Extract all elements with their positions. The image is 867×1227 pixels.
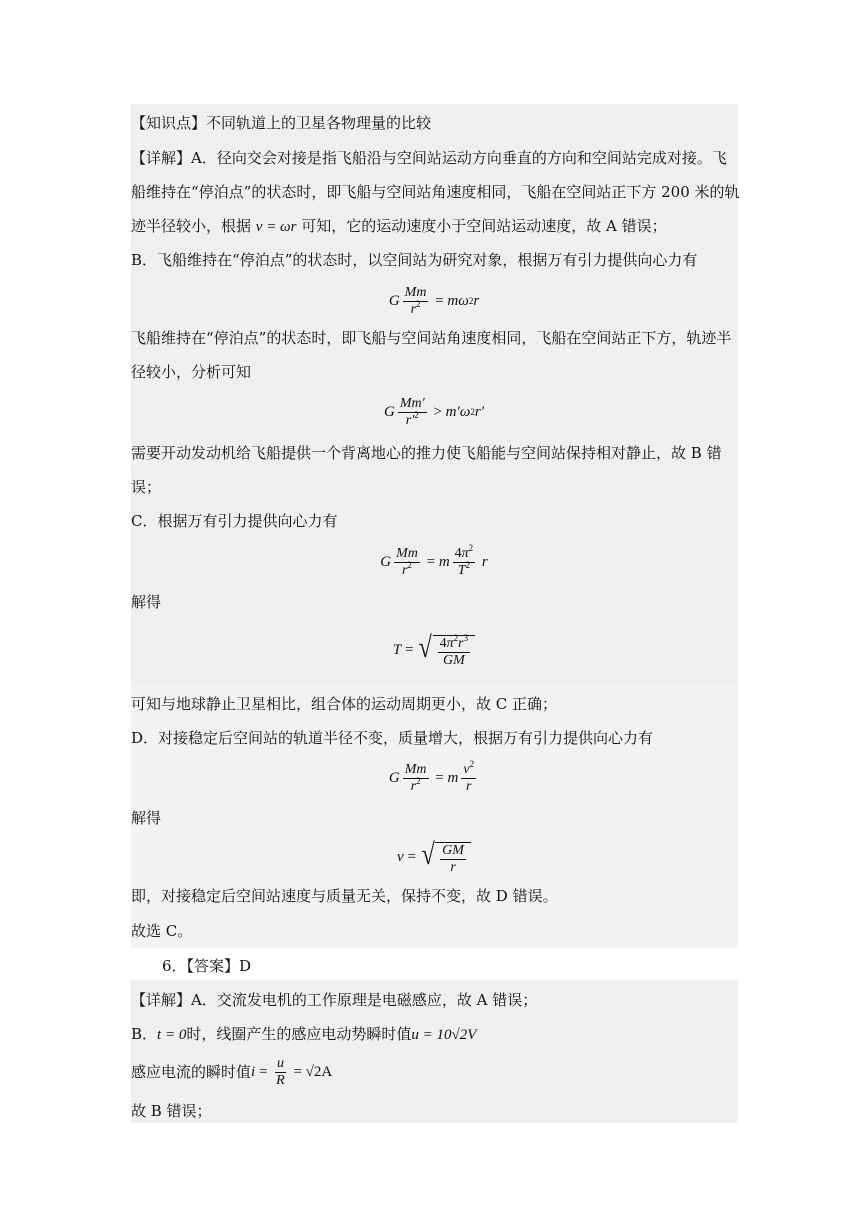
q6-detail-b: [131, 1024, 737, 1045]
detail-b-line-1: B．飞船维持在“停泊点”的状态时，以空间站为研究对象，根据万有引力提供向心力有: [131, 251, 698, 269]
equation-7: i = $\frac{u}{R}$ = √2A: [251, 1055, 333, 1088]
detail-a-line-2: 船维持在“停泊点”的状态时，即飞船与空间站角速度相同，飞船在空间站正下方 200 米的轨: [131, 183, 740, 201]
detail-a-line-3-pre: 迹半径较小，根据: [131, 217, 256, 235]
detail-c-line-2: 解得: [131, 593, 162, 611]
inline-math-v-omega-r: v = ωr: [255, 219, 297, 235]
detail-c-line-1: C．根据万有引力提供向心力有: [131, 512, 338, 530]
q6-detail-a: 【详解】A．交流发电机的工作原理是电磁感应，故 A 错误；: [131, 991, 538, 1009]
q6-current: [131, 1054, 737, 1090]
inline-math-u-value: u = 10√2V: [411, 1027, 477, 1043]
equation-4: T = √ $\frac{4\pi^2r^3}{GM}$: [131, 624, 737, 676]
detail-b-line-2: 飞船维持在“停泊点”的状态时，即飞船与空间站角速度相同，飞船在空间站正下方，轨迹半: [131, 329, 732, 347]
detail-c-line-3: 可知与地球静止卫星相比，组合体的运动周期更小，故 C 正确；: [131, 695, 558, 713]
detail-a-line-3-post: 可知，它的运动速度小于空间站运动速度，故 A 错误；: [296, 217, 667, 235]
detail-d-line-4: 故选 C。: [131, 922, 193, 940]
detail-b-line-5: 误；: [131, 478, 162, 496]
inline-math-t-zero: t = 0: [157, 1027, 187, 1043]
q6-b-middle: 时，线圈产生的感应电动势瞬时值: [186, 1025, 412, 1043]
detail-d-line-1: D．对接稳定后空间站的轨道半径不变，质量增大，根据万有引力提供向心力有: [131, 729, 654, 747]
detail-a-line-3: [131, 216, 737, 237]
detail-b-line-3: 径较小，分析可知: [131, 363, 252, 381]
equation-3: G $\frac{Mm}{r^2}$ = m $\frac{4\pi^2}{T^2}$ r: [380, 542, 488, 578]
q6-current-prefix: 感应电流的瞬时值: [131, 1063, 252, 1081]
q6-b-end: 故 B 错误；: [131, 1102, 212, 1120]
equation-1: G $\frac{Mm}{r^2}$ = mω 2 r: [388, 284, 480, 317]
detail-a-line-1: 【详解】A．径向交会对接是指飞船沿与空间站运动方向垂直的方向和空间站完成对接。飞: [131, 149, 727, 167]
detail-d-line-2: 解得: [131, 809, 162, 827]
knowledge-point-header: 【知识点】不同轨道上的卫星各物理量的比较: [131, 114, 432, 132]
equation-5: G $\frac{Mm}{r^2}$ = m $\frac{v^2}{r}$: [388, 758, 475, 794]
equation-2: G $\frac{Mm'}{r'^2}$ > m′ω 2 r′: [384, 395, 484, 428]
detail-d-line-3: 即，对接稳定后空间站速度与质量无关，保持不变，故 D 错误。: [131, 887, 558, 905]
detail-b-line-4: 需要开动发动机给飞船提供一个背离地心的推力使飞船能与空间站保持相对静止，故 B 错: [131, 444, 722, 462]
q6-b-prefix: B．: [131, 1025, 158, 1043]
equation-6: v = √ $\frac{GM}{r}$: [131, 834, 737, 880]
q6-answer: 6．【答案】D: [162, 957, 252, 975]
